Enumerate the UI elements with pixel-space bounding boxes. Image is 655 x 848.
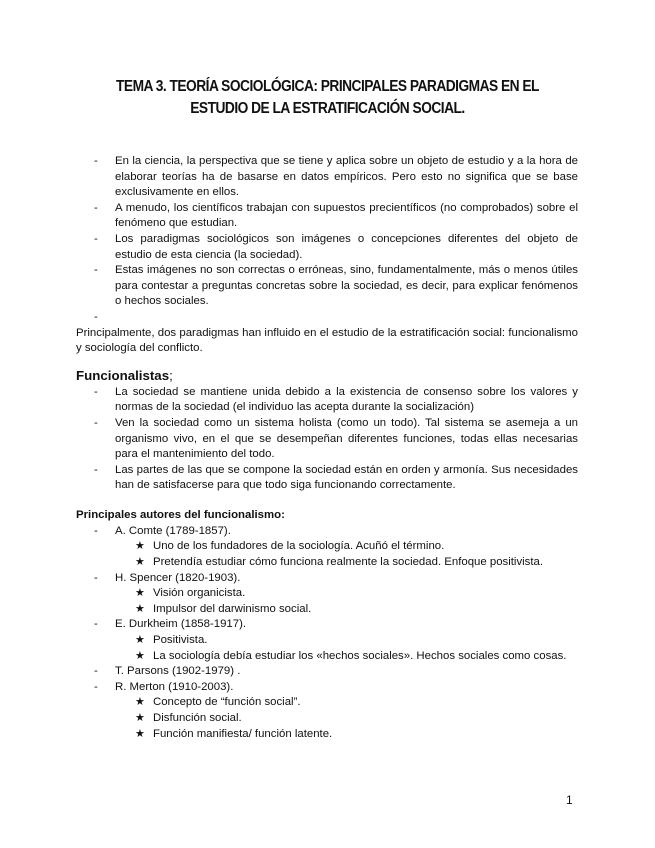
note-text: Positivista. bbox=[153, 634, 208, 647]
star-icon: ★ bbox=[135, 649, 145, 662]
author-name: H. Spencer (1820-1903). bbox=[115, 571, 241, 584]
funcionalistas-list bbox=[76, 385, 578, 494]
note-text: Uno de los fundadores de la sociología. Acuñó el término. bbox=[153, 540, 445, 553]
intro-list bbox=[76, 154, 578, 326]
author-item bbox=[76, 617, 578, 664]
author-item bbox=[76, 680, 578, 742]
section-heading-funcionalistas bbox=[76, 367, 578, 385]
author-notes bbox=[76, 633, 578, 664]
author-notes bbox=[76, 539, 578, 570]
note-item bbox=[76, 649, 578, 665]
star-icon: ★ bbox=[135, 602, 145, 615]
autores-list bbox=[76, 524, 578, 742]
star-icon: ★ bbox=[135, 540, 145, 553]
note-item bbox=[76, 711, 578, 727]
section-heading-autores: Principales autores del funcionalismo: bbox=[76, 508, 285, 521]
list-item: - Los paradigmas sociológicos son imágenes o concepciones diferentes del objeto de estudio de esta ciencia (la sociedad). bbox=[76, 232, 578, 263]
author-name: T. Parsons (1902-1979) . bbox=[115, 665, 241, 678]
note-item bbox=[76, 586, 578, 602]
note-item bbox=[76, 539, 578, 555]
author-notes bbox=[76, 586, 578, 617]
list-item: - Ven la sociedad como un sistema holista (como un todo). Tal sistema se asemeja a un organismo vivo, en el que se desempeñan diferentes funciones, todas ellas necesarias para el mantenimiento del todo. bbox=[76, 416, 578, 463]
author-item bbox=[76, 571, 578, 618]
intro-paragraph: Principalmente, dos paradigmas han influido en el estudio de la estratificación social: funcionalismo y sociología del conflicto. bbox=[76, 326, 578, 355]
star-icon: ★ bbox=[135, 556, 145, 569]
page-number: 1 bbox=[566, 793, 573, 807]
heading-suffix: ; bbox=[169, 367, 173, 383]
note-text: Impulsor del darwinismo social. bbox=[153, 602, 312, 615]
star-icon: ★ bbox=[135, 587, 145, 600]
author-name: R. Merton (1910-2003). bbox=[115, 680, 234, 693]
list-item: - En la ciencia, la perspectiva que se tiene y aplica sobre un objeto de estudio y a la hora de elaborar teorías ha de basarse en datos empíricos. Pero esto no significa que se base exclusivamente en ellos. bbox=[76, 154, 578, 201]
star-icon: ★ bbox=[135, 727, 145, 740]
note-text: Concepto de “función social”. bbox=[153, 696, 301, 709]
note-text: La sociología debía estudiar los «hechos sociales». Hechos sociales como cosas. bbox=[153, 649, 567, 662]
list-item: - Las partes de las que se compone la sociedad están en orden y armonía. Sus necesidades han de satisfacerse para que todo siga funcionando correctamente. bbox=[76, 463, 578, 494]
list-item: - Estas imágenes no son correctas o erróneas, sino, fundamentalmente, más o menos útiles para contestar a preguntas concretas sobre la sociedad, es decir, para explicar fenómenos o hechos sociales. bbox=[76, 263, 578, 310]
note-item bbox=[76, 695, 578, 711]
author-name: A. Comte (1789-1857). bbox=[115, 524, 231, 537]
author-notes bbox=[76, 695, 578, 742]
list-item: - La sociedad se mantiene unida debido a la existencia de consenso sobre los valores y normas de la sociedad (el individuo las acepta durante la socialización) bbox=[76, 385, 578, 416]
author-item bbox=[76, 524, 578, 571]
star-icon: ★ bbox=[135, 696, 145, 709]
page-title: TEMA 3. TEORÍA SOCIOLÓGICA: PRINCIPALES PARADIGMAS EN EL ESTUDIO DE LA ESTRATIFICACIÓN SOCIAL. bbox=[116, 78, 539, 117]
note-text: Función manifiesta/ función latente. bbox=[153, 727, 333, 740]
document-body bbox=[76, 154, 578, 742]
star-icon: ★ bbox=[135, 712, 145, 724]
list-item-empty bbox=[76, 310, 578, 326]
heading-text: Funcionalistas bbox=[76, 367, 170, 383]
note-text: Disfunción social. bbox=[153, 712, 242, 724]
note-text: Pretendía estudiar cómo funciona realmente la sociedad. Enfoque positivista. bbox=[153, 556, 544, 569]
note-item bbox=[76, 727, 578, 743]
list-item: - A menudo, los científicos trabajan con supuestos precientíficos (no comprobados) sobre el fenómeno que estudian. bbox=[76, 201, 578, 232]
author-name: E. Durkheim (1858-1917). bbox=[115, 618, 247, 631]
note-text: Visión organicista. bbox=[153, 587, 246, 600]
note-item bbox=[76, 555, 578, 571]
note-item bbox=[76, 602, 578, 618]
note-item bbox=[76, 633, 578, 649]
star-icon: ★ bbox=[135, 634, 145, 647]
author-item bbox=[76, 664, 578, 680]
